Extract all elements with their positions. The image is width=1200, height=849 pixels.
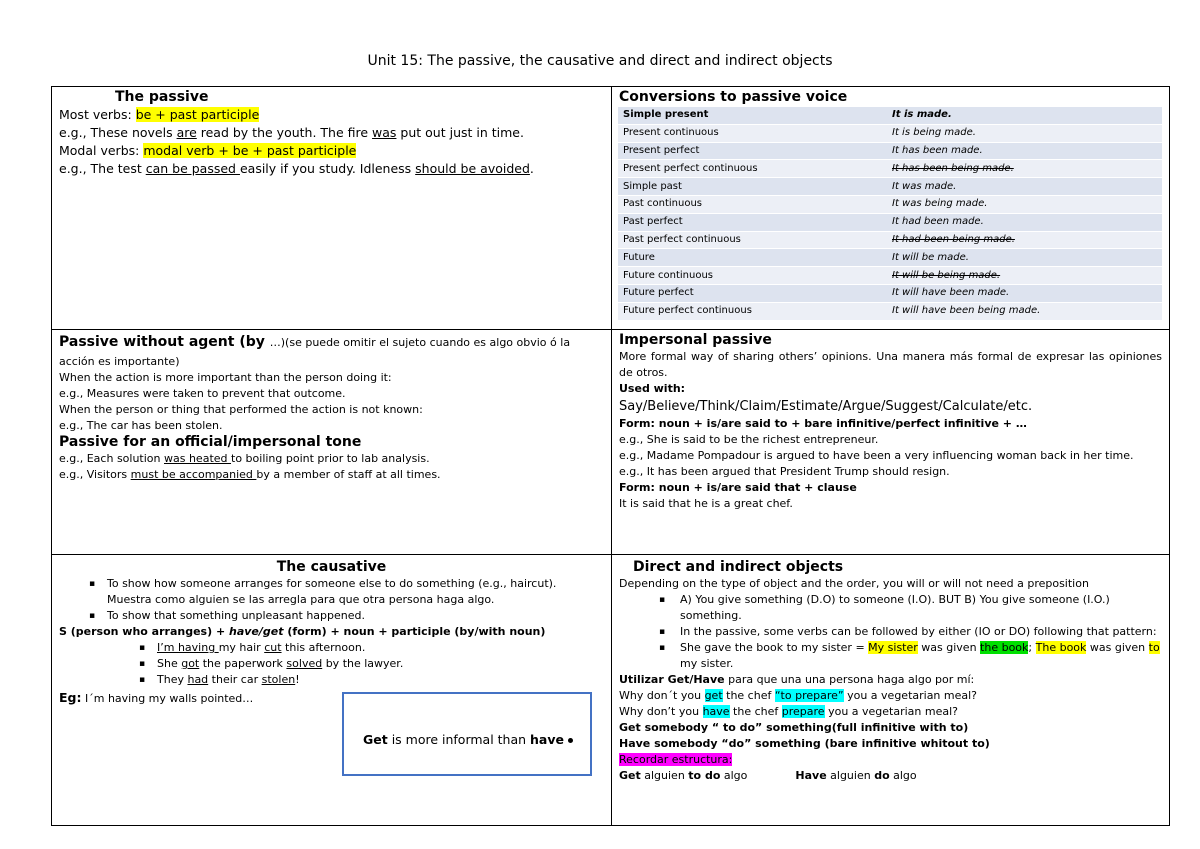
- passive-line-4: e.g., The test can be passed easily if you study. Idleness should be avoided.: [59, 161, 534, 176]
- objects-intro: Depending on the type of object and the order, you will or will not need a preposition: [619, 577, 1089, 590]
- list-item: ▪ To show how someone arranges for someone else to do something (e.g., haircut). Muestra como alguien se las arregla para que otra persona haga algo.: [59, 576, 604, 608]
- causative-eg: Eg: I´m having my walls pointed…: [59, 690, 254, 705]
- objects-heading: Direct and indirect objects: [633, 559, 844, 575]
- table-row: [618, 142, 1162, 160]
- list-item: ▪ She gave the book to my sister = My sister was given the book; The book was given to my sister.: [619, 640, 1162, 672]
- impersonal-example-4: It is said that he is a great chef.: [619, 497, 793, 510]
- list-item: ▪ A) You give something (D.O) to someone (I.O). BUT B) You give someone (I.O.) something.: [619, 592, 1162, 624]
- official-line-1: e.g., Each solution was heated to boiling point prior to lab analysis.: [59, 452, 430, 465]
- tense-cell: Future perfect: [618, 284, 887, 302]
- tense-cell: Future perfect continuous: [618, 302, 887, 320]
- impersonal-form-2: Form: noun + is/are said that + clause: [619, 481, 857, 494]
- passive-line-1: Most verbs: be + past participle: [59, 107, 260, 122]
- informal-note-callout: [342, 692, 592, 776]
- recordar-label: Recordar estructura:: [619, 753, 733, 766]
- without-agent-line-1: When the action is more important than the person doing it:: [59, 371, 392, 384]
- tense-cell: Present perfect: [618, 142, 887, 160]
- official-tone-heading: Passive for an official/impersonal tone: [59, 434, 362, 450]
- table-row: [618, 160, 1162, 178]
- used-with-label: Used with:: [619, 382, 686, 395]
- example-cell: It will have been made.: [887, 284, 1162, 302]
- causative-form: S (person who arranges) + have/get (form) + noun + participle (by/with noun): [59, 625, 546, 638]
- tense-cell: Past perfect continuous: [618, 231, 887, 249]
- table-row: [618, 284, 1162, 302]
- conversions-cell: [612, 87, 1170, 330]
- causative-examples-list: [59, 640, 604, 688]
- tense-cell: Future continuous: [618, 267, 887, 285]
- example-cell: It is made.: [887, 107, 1162, 124]
- tense-cell: Past perfect: [618, 213, 887, 231]
- example-cell: It will be being made.: [887, 267, 1162, 285]
- table-row: [618, 178, 1162, 196]
- tense-cell: Present continuous: [618, 124, 887, 142]
- have-form: Have somebody “do” something (bare infinitive whitout to): [619, 737, 990, 750]
- impersonal-cell: [612, 330, 1170, 555]
- content-grid: [51, 86, 1170, 826]
- example-cell: It had been made.: [887, 213, 1162, 231]
- table-row: [618, 249, 1162, 267]
- example-cell: It had been being made.: [887, 231, 1162, 249]
- table-row: [618, 107, 1162, 124]
- bullet-dot-icon: [568, 738, 573, 743]
- reporting-verbs: Say/Believe/Think/Claim/Estimate/Argue/Suggest/Calculate/etc.: [619, 399, 1033, 414]
- table-row: [618, 231, 1162, 249]
- passive-heading: The passive: [115, 89, 209, 105]
- list-item: ▪ I’m having my hair cut this afternoon.: [59, 640, 604, 656]
- causative-heading: The causative: [276, 559, 387, 575]
- example-cell: It will be made.: [887, 249, 1162, 267]
- impersonal-heading: Impersonal passive: [619, 332, 772, 348]
- impersonal-intro: More formal way of sharing others’ opinions. Una manera más formal de expresar las opiniones de otros.: [619, 350, 1162, 379]
- official-line-2: e.g., Visitors must be accompanied by a member of staff at all times.: [59, 468, 441, 481]
- objects-cell: [612, 555, 1170, 826]
- conversions-table: [618, 107, 1162, 321]
- without-agent-cell: [52, 330, 612, 555]
- get-form: Get somebody “ to do” something(full infinitive with to): [619, 721, 969, 734]
- without-agent-line-3: When the person or thing that performed the action is not known:: [59, 403, 423, 416]
- impersonal-form-1: Form: noun + is/are said to + bare infinitive/perfect infinitive + …: [619, 417, 1027, 430]
- get-question: Why don´t you get the chef “to prepare” you a vegetarian meal?: [619, 689, 978, 702]
- impersonal-example-3: e.g., It has been argued that President Trump should resign.: [619, 465, 950, 478]
- have-question: Why don’t you have the chef prepare you a vegetarian meal?: [619, 705, 959, 718]
- list-item: ▪ They had their car stolen!: [59, 672, 604, 688]
- structure-summary: Get alguien to do algo Have alguien do algo: [619, 769, 917, 782]
- without-agent-line-2: e.g., Measures were taken to prevent that outcome.: [59, 387, 346, 400]
- example-cell: It has been made.: [887, 142, 1162, 160]
- table-row: [618, 267, 1162, 285]
- table-row: [618, 195, 1162, 213]
- example-cell: It is being made.: [887, 124, 1162, 142]
- passive-line-3: Modal verbs: modal verb + be + past participle: [59, 143, 357, 158]
- table-row: [618, 302, 1162, 320]
- table-row: [618, 124, 1162, 142]
- callout-text: Get is more informal than have: [363, 732, 573, 747]
- list-item: ▪ In the passive, some verbs can be followed by either (IO or DO) following that pattern:: [619, 624, 1162, 640]
- causative-cell: [52, 555, 612, 826]
- impersonal-example-1: e.g., She is said to be the richest entrepreneur.: [619, 433, 879, 446]
- list-item: ▪ She got the paperwork solved by the lawyer.: [59, 656, 604, 672]
- example-cell: It has been being made.: [887, 160, 1162, 178]
- causative-uses-list: [59, 576, 604, 624]
- tense-cell: Future: [618, 249, 887, 267]
- tense-cell: Simple past: [618, 178, 887, 196]
- without-agent-heading: Passive without agent (by …)(se puede omitir el sujeto cuando es algo obvio ó la acción es importante): [59, 334, 571, 368]
- tense-cell: Simple present: [618, 107, 887, 124]
- conversions-heading: Conversions to passive voice: [619, 89, 848, 105]
- impersonal-example-2: e.g., Madame Pompadour is argued to have been a very influencing woman back in her time.: [619, 449, 1134, 462]
- passive-line-2: e.g., These novels are read by the youth. The fire was put out just in time.: [59, 125, 524, 140]
- get-have-usage: Utilizar Get/Have para que una una persona haga algo por mí:: [619, 673, 975, 686]
- passive-cell: [52, 87, 612, 330]
- without-agent-line-4: e.g., The car has been stolen.: [59, 419, 223, 432]
- example-cell: It was made.: [887, 178, 1162, 196]
- page-title: Unit 15: The passive, the causative and direct and indirect objects: [367, 53, 833, 69]
- tense-cell: Present perfect continuous: [618, 160, 887, 178]
- table-row: [618, 213, 1162, 231]
- tense-cell: Past continuous: [618, 195, 887, 213]
- objects-list: [619, 592, 1162, 672]
- list-item: ▪ To show that something unpleasant happened.: [59, 608, 604, 624]
- example-cell: It was being made.: [887, 195, 1162, 213]
- example-cell: It will have been being made.: [887, 302, 1162, 320]
